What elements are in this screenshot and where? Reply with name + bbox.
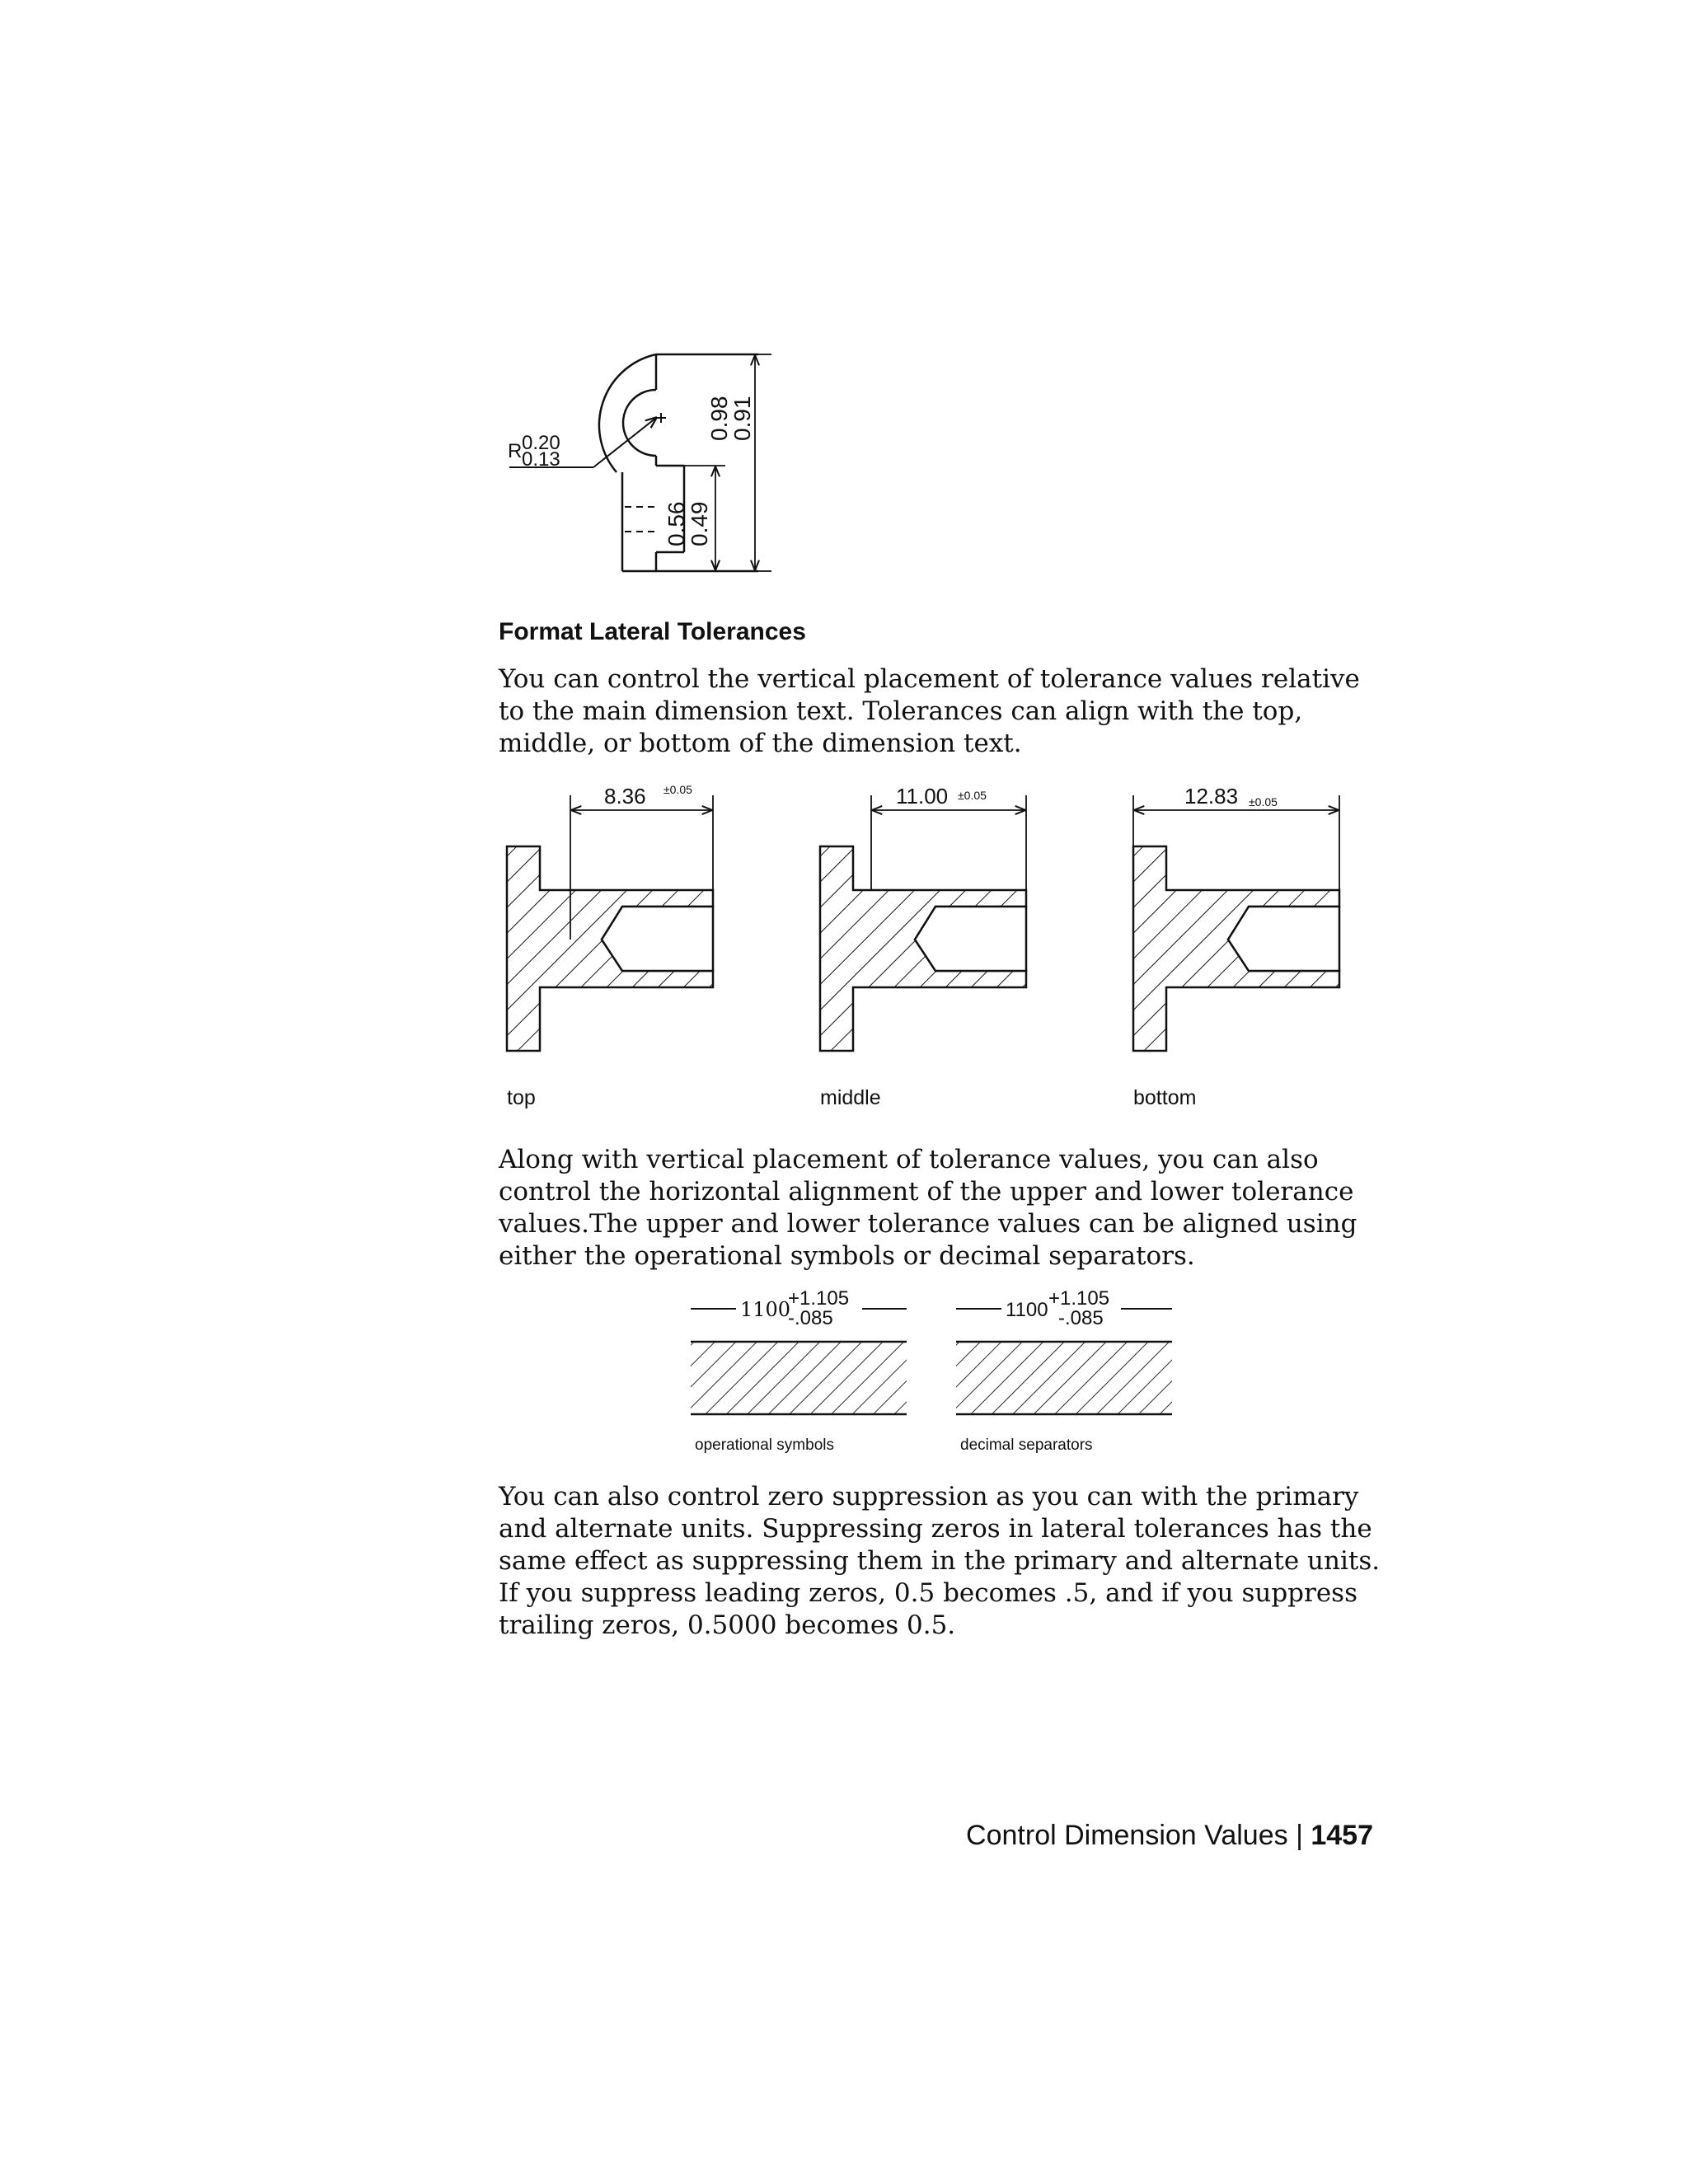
caption-bottom: bottom (1133, 1086, 1197, 1109)
inner-dim-upper: 0.56 (663, 501, 689, 546)
lower-tolerance: -.085 (788, 1307, 833, 1329)
center-mark (656, 413, 666, 423)
tolerance-value: ±0.05 (1249, 795, 1278, 808)
caption-top: top (507, 1086, 536, 1109)
tolerance-value: ±0.05 (958, 789, 987, 802)
dimension-value: 11.00 (896, 784, 949, 808)
tolerance-panel-bottom (1133, 784, 1339, 1051)
outer-dim-lower: 0.91 (729, 396, 755, 441)
section-heading: Format Lateral Tolerances (499, 618, 806, 645)
caption-middle: middle (820, 1086, 881, 1109)
paragraph-vertical-placement: You can control the vertical placement of tolerance values relative to the main dimension text. Tolerances can align with the top, middle, or bottom of the dimension text. (499, 664, 1360, 758)
tolerance-value: ±0.05 (663, 783, 692, 796)
tolerance-panel-middle (820, 784, 1026, 1051)
radius-upper: 0.20 (522, 432, 560, 454)
footer-separator: | (1296, 1820, 1303, 1851)
radius-prefix: R (508, 440, 523, 462)
dimension-value: 8.36 (604, 784, 646, 808)
main-value: 1100 (740, 1298, 791, 1321)
figure-vertical-placement (495, 779, 1360, 1117)
alignment-panel-decimal (956, 1287, 1172, 1454)
paragraph-horizontal-alignment: Along with vertical placement of tolerance values, you can also control the horizontal alignment of the upper and lower tolerance values.The upper and lower tolerance values can be aligned using either the operational symbols or decimal separators. (499, 1145, 1357, 1271)
lower-tolerance: -.085 (1058, 1307, 1104, 1329)
page-footer (966, 1820, 1373, 1852)
paragraph-zero-suppression: You can also control zero suppression as you can with the primary and alternate units. Suppressing zeros in lateral tolerances has the same effect as suppressing them in the primary and alternate units. If you suppress leading zeros, 0.5 becomes .5, and if you suppress trailing zeros, 0.5000 becomes 0.5. (499, 1482, 1381, 1640)
caption-operational: operational symbols (695, 1436, 834, 1454)
dimension-lines (715, 356, 755, 569)
figure-radius-tolerance (495, 342, 791, 585)
dimension-value: 12.83 (1184, 784, 1239, 808)
caption-decimal: decimal separators (960, 1436, 1093, 1454)
main-value: 1100 (1006, 1299, 1048, 1321)
page-number: 1457 (1311, 1820, 1373, 1851)
radius-lower: 0.13 (522, 448, 560, 471)
tolerance-panel-top (507, 783, 713, 1051)
inner-dim-lower: 0.49 (687, 501, 712, 546)
figure-horizontal-alignment (684, 1282, 1187, 1463)
alignment-panel-operational (691, 1287, 907, 1454)
outer-dim-upper: 0.98 (706, 396, 732, 441)
footer-title: Control Dimension Values (966, 1820, 1288, 1851)
hidden-lines (625, 507, 656, 532)
upper-tolerance: +1.105 (788, 1287, 850, 1310)
upper-tolerance: +1.105 (1048, 1287, 1110, 1310)
